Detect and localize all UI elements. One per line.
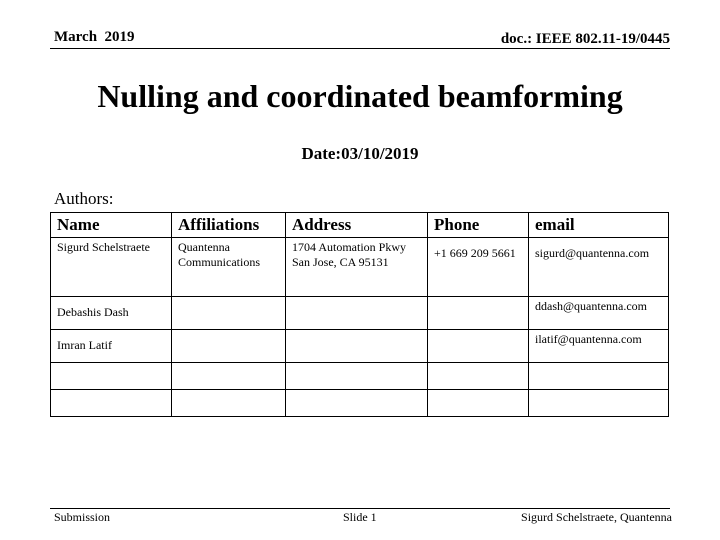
header-doc-number: doc.: IEEE 802.11-19/0445 [500,31,670,47]
author-affiliation [172,330,286,363]
address-line: 1704 Automation Pkwy [292,240,407,254]
author-affiliation [172,297,286,330]
empty-cell [529,363,669,390]
author-email: ilatif@quantenna.com [529,330,669,363]
empty-cell [286,363,428,390]
table-row [51,363,669,390]
footer-submission: Submission [54,510,111,524]
author-name: Imran Latif [51,330,172,363]
address-line: San Jose, CA 95131 [292,255,389,269]
author-address [286,238,428,297]
author-email: ddash@quantenna.com [529,297,669,330]
author-phone [428,330,529,363]
footer-divider [50,508,670,509]
authors-label: Authors: [54,189,114,208]
author-email: sigurd@quantenna.com [529,238,669,297]
table-row [51,297,669,330]
table-row [51,390,669,417]
table-header-row [51,213,669,238]
author-phone: +1 669 209 5661 [428,238,529,297]
footer-slide-number: Slide 1 [343,510,377,524]
header-divider [50,48,670,49]
empty-cell [428,390,529,417]
empty-cell [172,390,286,417]
slide-title: Nulling and coordinated beamforming [97,78,623,114]
empty-cell [51,390,172,417]
header-name: Name [51,213,172,238]
author-address [286,330,428,363]
header-date: March 2019 [54,29,135,45]
header-address: Address [286,213,428,238]
date-line: Date:03/10/2019 [301,144,419,163]
footer-author: Sigurd Schelstraete, Quantenna [521,510,672,524]
empty-cell [428,363,529,390]
authors-table [50,212,669,417]
empty-cell [51,363,172,390]
author-phone [428,297,529,330]
author-name: Sigurd Schelstraete [51,238,172,297]
table-row [51,238,669,297]
table-row [51,330,669,363]
header-email: email [529,213,669,238]
author-address [286,297,428,330]
author-affiliation: Quantenna Communications [172,238,286,297]
header-affiliations: Affiliations [172,213,286,238]
empty-cell [172,363,286,390]
author-name: Debashis Dash [51,297,172,330]
empty-cell [529,390,669,417]
header-phone: Phone [428,213,529,238]
empty-cell [286,390,428,417]
